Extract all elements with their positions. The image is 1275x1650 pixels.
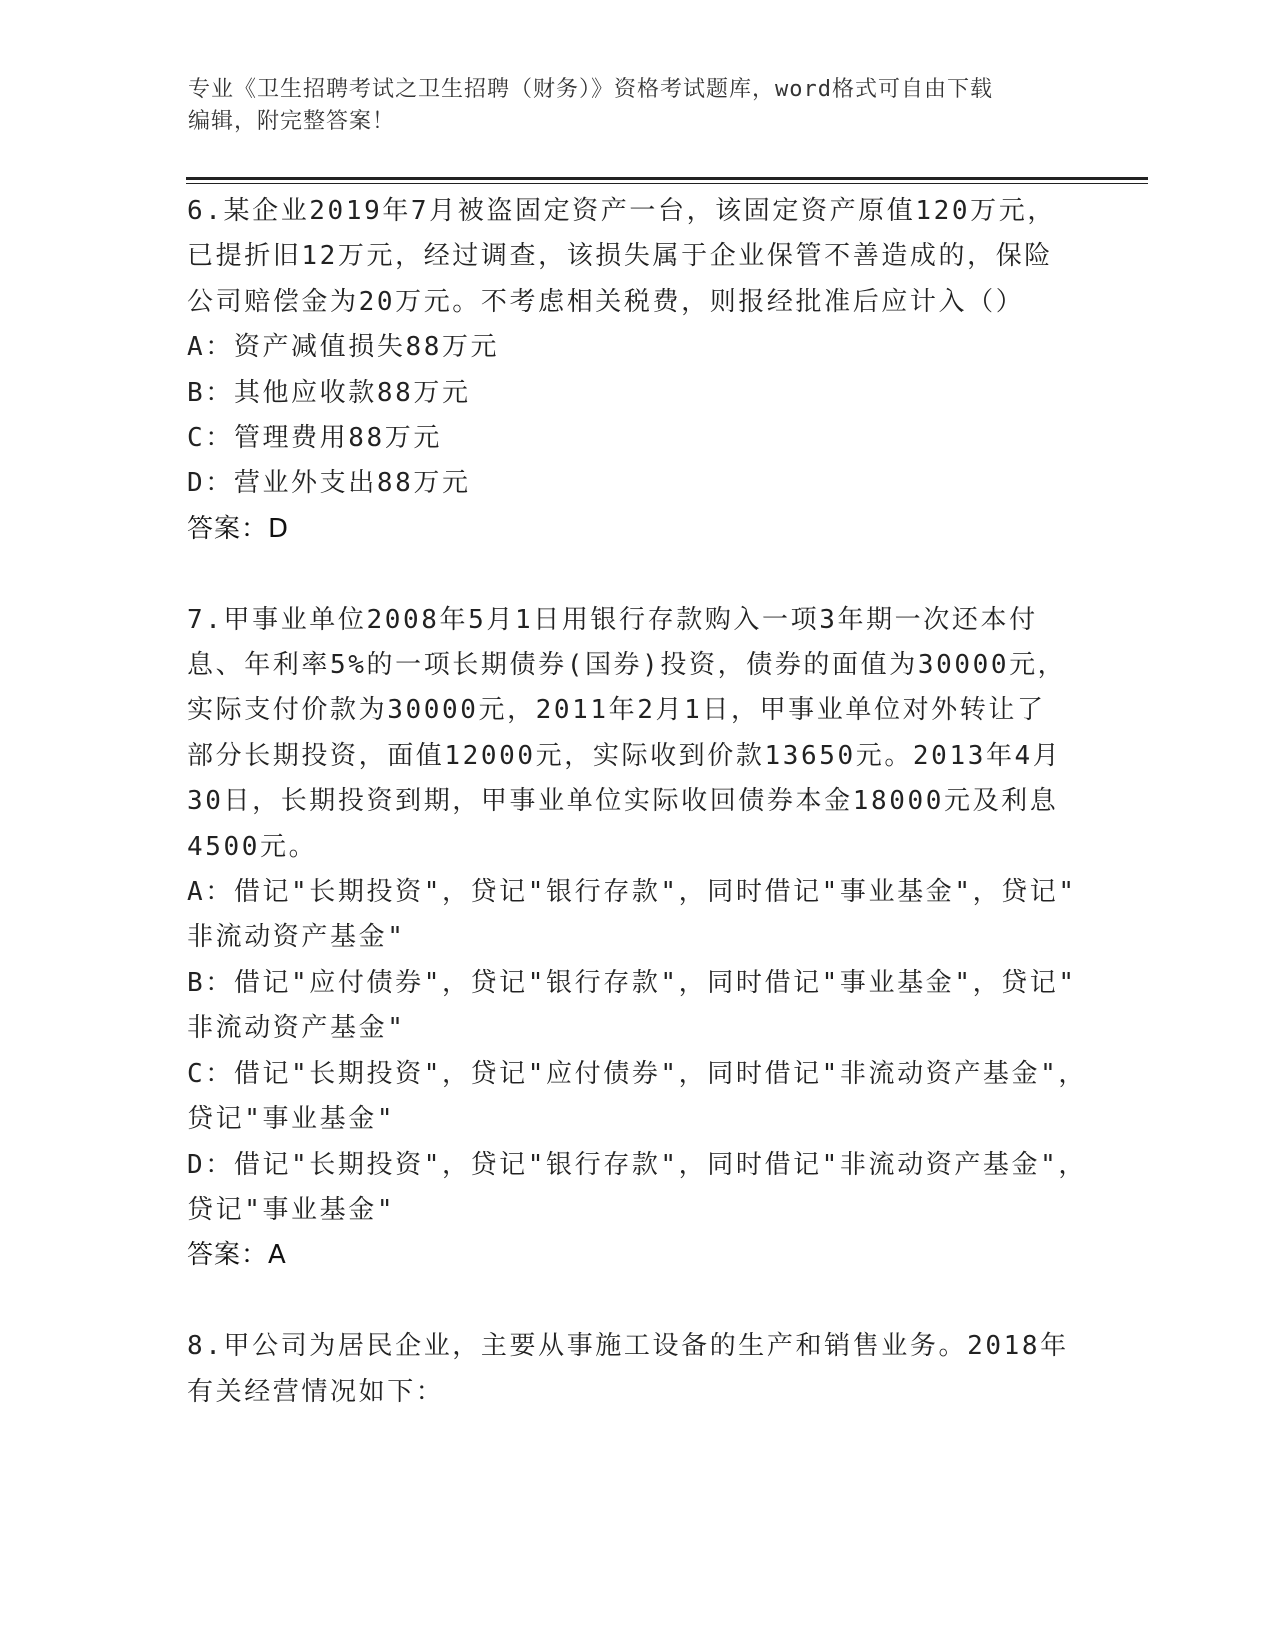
option-b: B：借记"应付债券"，贷记"银行存款"，同时借记"事业基金"，贷记" <box>187 967 1077 998</box>
option-c-continued: 贷记"事业基金" <box>187 1104 396 1135</box>
option-d: D：营业外支出88万元 <box>187 468 471 499</box>
question-text-line: 30日，长期投资到期，甲事业单位实际收回债券本金18000元及利息 <box>187 786 1059 817</box>
option-d: D：借记"长期投资"，贷记"银行存款"，同时借记"非流动资产基金"， <box>187 1149 1087 1180</box>
option-a: A：借记"长期投资"，贷记"银行存款"，同时借记"事业基金"，贷记" <box>187 877 1077 908</box>
document-header <box>188 74 1068 138</box>
answer-label: 答案：A <box>187 1240 287 1271</box>
option-a: A：资产减值损失88万元 <box>187 332 500 363</box>
spacer <box>187 1279 1067 1324</box>
question-8 <box>187 1324 1067 1415</box>
option-b: B：其他应收款88万元 <box>187 377 471 408</box>
option-b-continued: 非流动资产基金" <box>187 1013 406 1044</box>
question-text-line: 4500元。 <box>187 831 318 862</box>
header-line-2: 编辑，附完整答案！ <box>188 109 396 134</box>
header-divider-thin <box>186 183 1148 184</box>
answer-label: 答案：D <box>187 513 290 544</box>
question-text-line: 6.某企业2019年7月被盗固定资产一台，该固定资产原值120万元， <box>187 196 1056 226</box>
spacer <box>187 552 1067 597</box>
option-c: C：借记"长期投资"，贷记"应付债券"，同时借记"非流动资产基金"， <box>187 1058 1087 1089</box>
question-text-line: 公司赔偿金为20万元。不考虑相关税费，则报经批准后应计入（） <box>187 286 1025 317</box>
option-d-continued: 贷记"事业基金" <box>187 1194 396 1225</box>
question-text-line: 息、年利率5%的一项长期债券(国券)投资，债券的面值为30000元， <box>187 650 1067 681</box>
question-text-line: 部分长期投资，面值12000元，实际收到价款13650元。2013年4月 <box>187 740 1062 771</box>
question-text-line: 有关经营情况如下： <box>187 1376 445 1407</box>
option-a-continued: 非流动资产基金" <box>187 922 406 953</box>
question-7 <box>187 598 1087 1279</box>
question-list <box>187 189 1087 1415</box>
question-text-line: 8.甲公司为居民企业，主要从事施工设备的生产和销售业务。2018年 <box>187 1331 1069 1362</box>
header-divider <box>186 177 1148 180</box>
question-6 <box>187 189 1067 552</box>
question-text-line: 7.甲事业单位2008年5月1日用银行存款购入一项3年期一次还本付 <box>187 604 1038 635</box>
question-text-line: 实际支付价款为30000元，2011年2月1日，甲事业单位对外转让了 <box>187 695 1046 726</box>
question-text-line: 已提折旧12万元，经过调查，该损失属于企业保管不善造成的，保险 <box>187 241 1053 272</box>
header-line-1: 专业《卫生招聘考试之卫生招聘（财务）》资格考试题库，word格式可自由下载 <box>188 77 993 102</box>
option-c: C：管理费用88万元 <box>187 423 442 454</box>
